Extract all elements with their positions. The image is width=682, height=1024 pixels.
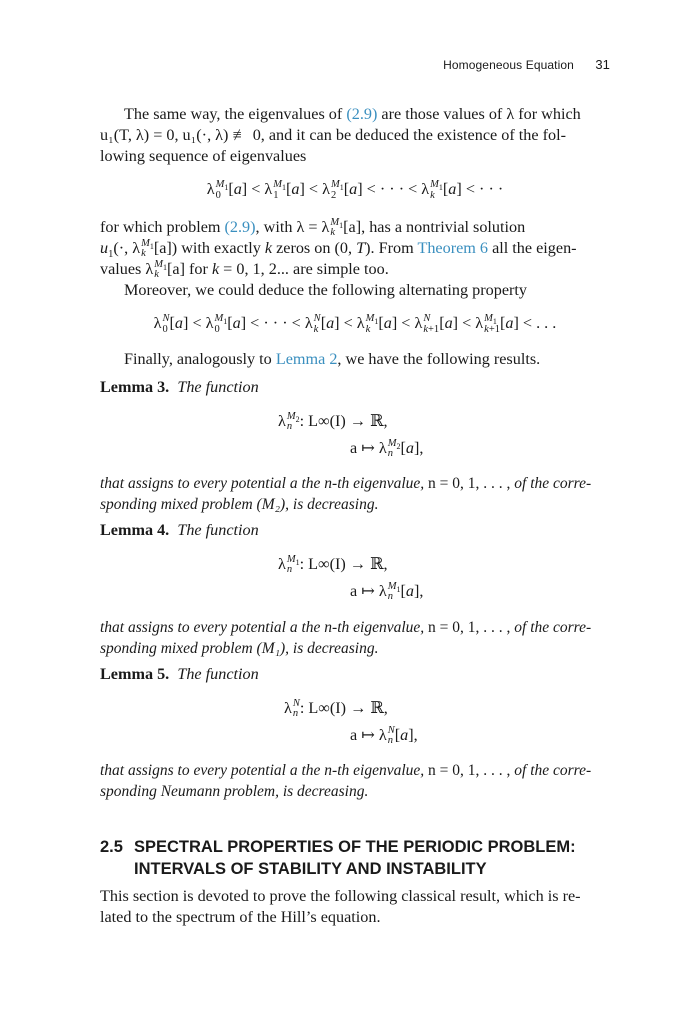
equation-ref-2-9[interactable]: (2.9): [346, 105, 378, 123]
lemma-5-maps-to: a ↦ λ N n [a],: [350, 724, 418, 747]
lemma-3-maps-to: a ↦ λ $M_2$ n [a],: [350, 437, 424, 460]
paragraph-eigenvalues-line2: u₁(T, λ) = 0, u₁(·, λ) ≢ 0, and it can be deduced the existence of the fol-: [100, 126, 566, 144]
paragraph-nontrivial-solution: for which problem (2.9), with λ = λ $M_1$ k [a], has a nontrivial solution: [100, 216, 526, 239]
equation-alternating-property: λ N 0 [a] < λ $M_1$ 0 [a] < · · · < λ N k [a] < λ $M_1$ k [a] < λ N k+1 [a] < λ $M_1$ k+1 [a] < . . .: [153, 313, 557, 335]
paragraph-following-results: Finally, analogously to Lemma 2, we have the following results.: [124, 350, 541, 368]
running-title: Homogeneous Equation: [443, 58, 574, 72]
paragraph-section-intro: This section is devoted to prove the following classical result, which is re-: [100, 887, 581, 905]
lemma-5-statement: that assigns to every potential a the n-th eigenvalue, n = 0, 1, . . . , of the corre-: [100, 762, 592, 779]
paragraph-eigenvalues-intro: The same way, the eigenvalues of (2.9) are those values of λ for which: [124, 105, 581, 123]
lemma-4-statement: that assigns to every potential a the n-th eigenvalue, n = 0, 1, . . . , of the corre-: [100, 619, 592, 636]
lemma-5-heading: Lemma 5. The function: [100, 665, 259, 683]
lemma-4-statement-line2: sponding mixed problem (M₁), is decreasing.: [100, 640, 379, 657]
theorem-6-link[interactable]: Theorem 6: [417, 239, 489, 257]
running-header: [443, 57, 610, 72]
paragraph-nontrivial-solution-line2: $u_1(\cdot$, λ $M_1$ k [a]) with exactly k zeros on (0, T). From Theorem 6 all the eigen-: [100, 237, 577, 261]
paragraph-nontrivial-solution-line3: values λ $M_1$ k [a] for k = 0, 1, 2... are simple too.: [100, 258, 389, 281]
lemma-5-map: λ N n : L∞(I) → ℝ,: [284, 697, 388, 720]
section-title-line2: INTERVALS OF STABILITY AND INSTABILITY: [134, 860, 487, 878]
lemma-3-map: λ $M_2$ n : L∞(I) → ℝ,: [278, 410, 388, 433]
lemma-3-statement: that assigns to every potential a the n-th eigenvalue, n = 0, 1, . . . , of the corre-: [100, 475, 592, 492]
lemma-4-map: λ $M_1$ n : L∞(I) → ℝ,: [278, 553, 388, 576]
lemma-3-heading: Lemma 3. The function: [100, 378, 259, 396]
lemma-3-statement-line2: sponding mixed problem (M₂), is decreasing.: [100, 496, 379, 513]
lemma-5-statement-line2: sponding Neumann problem, is decreasing.: [100, 783, 369, 800]
paragraph-eigenvalues-line3: lowing sequence of eigenvalues: [100, 147, 307, 165]
lemma-2-link[interactable]: Lemma 2: [275, 350, 338, 368]
equation-eigenvalue-sequence: λ $M_1$ 0 [a] < λ $M_1$ 1 [a] < λ $M_1$ 2 [a] < · · · < λ $M_1$ k [a] < · · ·: [206, 179, 504, 201]
section-heading: [100, 836, 620, 880]
lemma-4-heading: Lemma 4. The function: [100, 521, 259, 539]
page-number: 31: [595, 57, 610, 72]
lemma-4-maps-to: a ↦ λ $M_1$ n [a],: [350, 580, 424, 603]
section-title-line1: SPECTRAL PROPERTIES OF THE PERIODIC PROBLEM:: [134, 838, 576, 856]
equation-ref-2-9-second[interactable]: (2.9): [224, 218, 256, 236]
paragraph-alternating-property: Moreover, we could deduce the following alternating property: [124, 281, 528, 299]
paragraph-section-intro-line2: lated to the spectrum of the Hill’s equation.: [100, 908, 381, 926]
section-number: 2.5: [100, 838, 123, 856]
